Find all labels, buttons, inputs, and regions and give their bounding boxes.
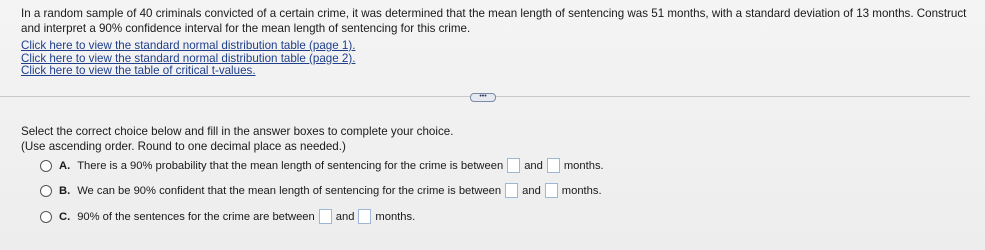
choice-b[interactable] xyxy=(40,183,602,198)
instructions xyxy=(21,124,453,154)
choice-a-radio[interactable] xyxy=(40,160,52,172)
choice-a-and: and xyxy=(524,159,543,172)
choice-c[interactable] xyxy=(40,209,415,224)
choice-c-upper-input[interactable] xyxy=(358,209,371,224)
normal-table-page1-link[interactable]: Click here to view the standard normal distribution table (page 1). xyxy=(21,39,356,52)
choice-c-and: and xyxy=(335,210,355,223)
choice-b-units: months. xyxy=(561,184,602,197)
choice-b-letter: B. xyxy=(59,184,71,197)
choice-b-radio[interactable] xyxy=(40,185,52,197)
choice-a-lower-input[interactable] xyxy=(507,158,520,173)
choice-c-text: 90% of the sentences for the crime are between xyxy=(77,210,315,223)
normal-table-page2-link[interactable]: Click here to view the standard normal distribution table (page 2). xyxy=(21,51,356,65)
choice-b-lower-input[interactable] xyxy=(505,183,518,198)
instruction-line-1: Select the correct choice below and fill in the answer boxes to complete your choice. xyxy=(21,125,454,138)
choice-c-lower-input[interactable] xyxy=(319,209,332,224)
choice-b-and: and xyxy=(522,184,541,197)
choice-a-upper-input[interactable] xyxy=(547,158,560,173)
t-table-link[interactable]: Click here to view the table of critical t-values. xyxy=(21,64,256,77)
choice-c-units: months. xyxy=(375,210,416,223)
help-links xyxy=(21,40,355,78)
choice-b-upper-input[interactable] xyxy=(545,183,558,198)
instruction-line-2: (Use ascending order. Round to one decimal place as needed.) xyxy=(21,140,346,153)
choice-a[interactable] xyxy=(40,158,604,173)
expand-more-button[interactable]: ••• xyxy=(470,93,496,102)
choice-b-text: We can be 90% confident that the mean length of sentencing for the crime is between xyxy=(77,184,502,197)
choice-c-radio[interactable] xyxy=(40,211,52,223)
choice-a-letter: A. xyxy=(59,159,71,172)
choice-a-units: months. xyxy=(563,159,604,172)
choice-c-letter: C. xyxy=(59,210,71,223)
choice-a-text: There is a 90% probability that the mean length of sentencing for the crime is between xyxy=(77,159,504,172)
question-text: In a random sample of 40 criminals convicted of a certain crime, it was determined that the mean length of sentencing was 51 months, with a standard deviation of 13 months. Construct and interpret a 90% confidence interval for the mean length of sentencing for this crime. xyxy=(21,7,967,35)
